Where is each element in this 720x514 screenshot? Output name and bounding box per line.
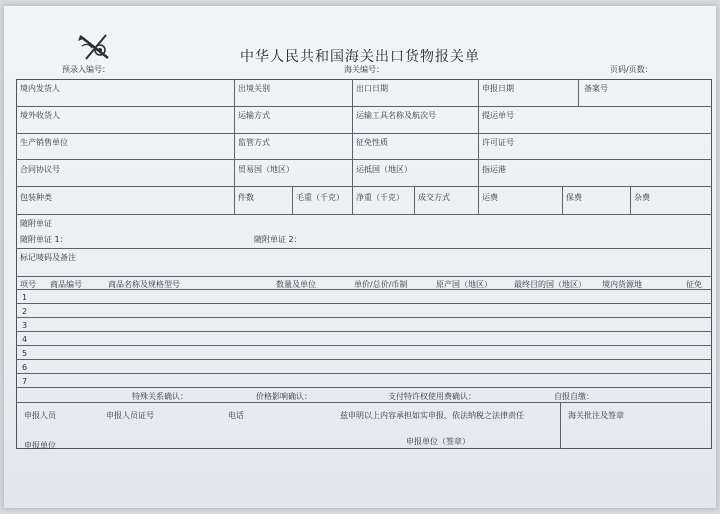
pieces-label: 件数 — [238, 193, 254, 202]
col-levy: 征免 — [686, 280, 702, 289]
form-title: 中华人民共和国海关出口货物报关单 — [240, 49, 480, 65]
table-row: 3 — [22, 321, 28, 330]
producer-seller-label: 生产销售单位 — [20, 138, 68, 147]
form-grid — [16, 79, 712, 449]
customs-declaration-form — [4, 6, 716, 508]
col-final-destination: 最终目的国（地区） — [514, 280, 586, 289]
pre-entry-no-label: 预录入编号： — [62, 65, 110, 74]
col-price: 单价/总价/币制 — [354, 280, 408, 289]
attached-doc-2-label: 随附单证 2： — [254, 235, 302, 244]
table-row: 5 — [22, 349, 28, 358]
col-origin: 原产国（地区） — [436, 280, 492, 289]
declare-date-label: 申报日期 — [482, 84, 514, 93]
table-row: 6 — [22, 363, 28, 372]
record-no-label: 备案号 — [584, 84, 608, 93]
declarant-cert-label: 申报人员证号 — [106, 411, 154, 420]
self-report-label: 自报自缴： — [554, 392, 594, 401]
marks-remarks-label: 标记唛码及备注 — [20, 253, 76, 262]
misc-fee-label: 杂费 — [634, 193, 650, 202]
port-of-destination-label: 指运港 — [482, 165, 506, 174]
exit-customs-label: 出境关别 — [238, 84, 270, 93]
legal-statement: 兹申明以上内容承担如实申报、依法纳税之法律责任 — [340, 411, 524, 420]
royalty-label: 支付特许权使用费确认： — [388, 392, 476, 401]
table-row: 7 — [22, 377, 28, 386]
freight-label: 运费 — [482, 193, 498, 202]
phone-label: 电话 — [228, 411, 244, 420]
table-row: 4 — [22, 335, 28, 344]
table-row: 2 — [22, 307, 28, 316]
page-no-label: 页码/页数： — [610, 65, 653, 74]
domestic-consignor-label: 境内发货人 — [20, 84, 60, 93]
destination-country-label: 运抵国（地区） — [356, 165, 412, 174]
col-name-spec: 商品名称及规格型号 — [108, 280, 180, 289]
declaring-unit-label: 申报单位 — [24, 441, 56, 450]
gross-weight-label: 毛重（千克） — [296, 193, 344, 202]
transaction-mode-label: 成交方式 — [418, 193, 450, 202]
special-relation-label: 特殊关系确认： — [132, 392, 188, 401]
customs-approval-label: 海关批注及签章 — [568, 411, 624, 420]
package-type-label: 包装种类 — [20, 193, 52, 202]
customs-no-label: 海关编号： — [344, 65, 384, 74]
col-domestic-source: 境内货源地 — [602, 280, 642, 289]
transport-name-voyage-label: 运输工具名称及航次号 — [356, 111, 436, 120]
contract-no-label: 合同协议号 — [20, 165, 60, 174]
license-no-label: 许可证号 — [482, 138, 514, 147]
col-qty-unit: 数量及单位 — [276, 280, 316, 289]
col-item-no: 项号 — [20, 280, 36, 289]
declarant-label: 申报人员 — [24, 411, 56, 420]
attached-doc-1-label: 随附单证 1： — [20, 235, 68, 244]
net-weight-label: 净重（千克） — [356, 193, 404, 202]
trade-country-label: 贸易国（地区） — [238, 165, 294, 174]
declaring-unit-seal-label: 申报单位（签章） — [406, 437, 470, 446]
supervision-mode-label: 监管方式 — [238, 138, 270, 147]
overseas-consignee-label: 境外收货人 — [20, 111, 60, 120]
price-impact-label: 价格影响确认： — [256, 392, 312, 401]
insurance-label: 保费 — [566, 193, 582, 202]
export-date-label: 出口日期 — [356, 84, 388, 93]
col-hs-code: 商品编号 — [50, 280, 82, 289]
transport-mode-label: 运输方式 — [238, 111, 270, 120]
table-row: 1 — [22, 293, 28, 302]
bill-no-label: 提运单号 — [482, 111, 514, 120]
attached-docs-label: 随附单证 — [20, 219, 52, 228]
levy-nature-label: 征免性质 — [356, 138, 388, 147]
